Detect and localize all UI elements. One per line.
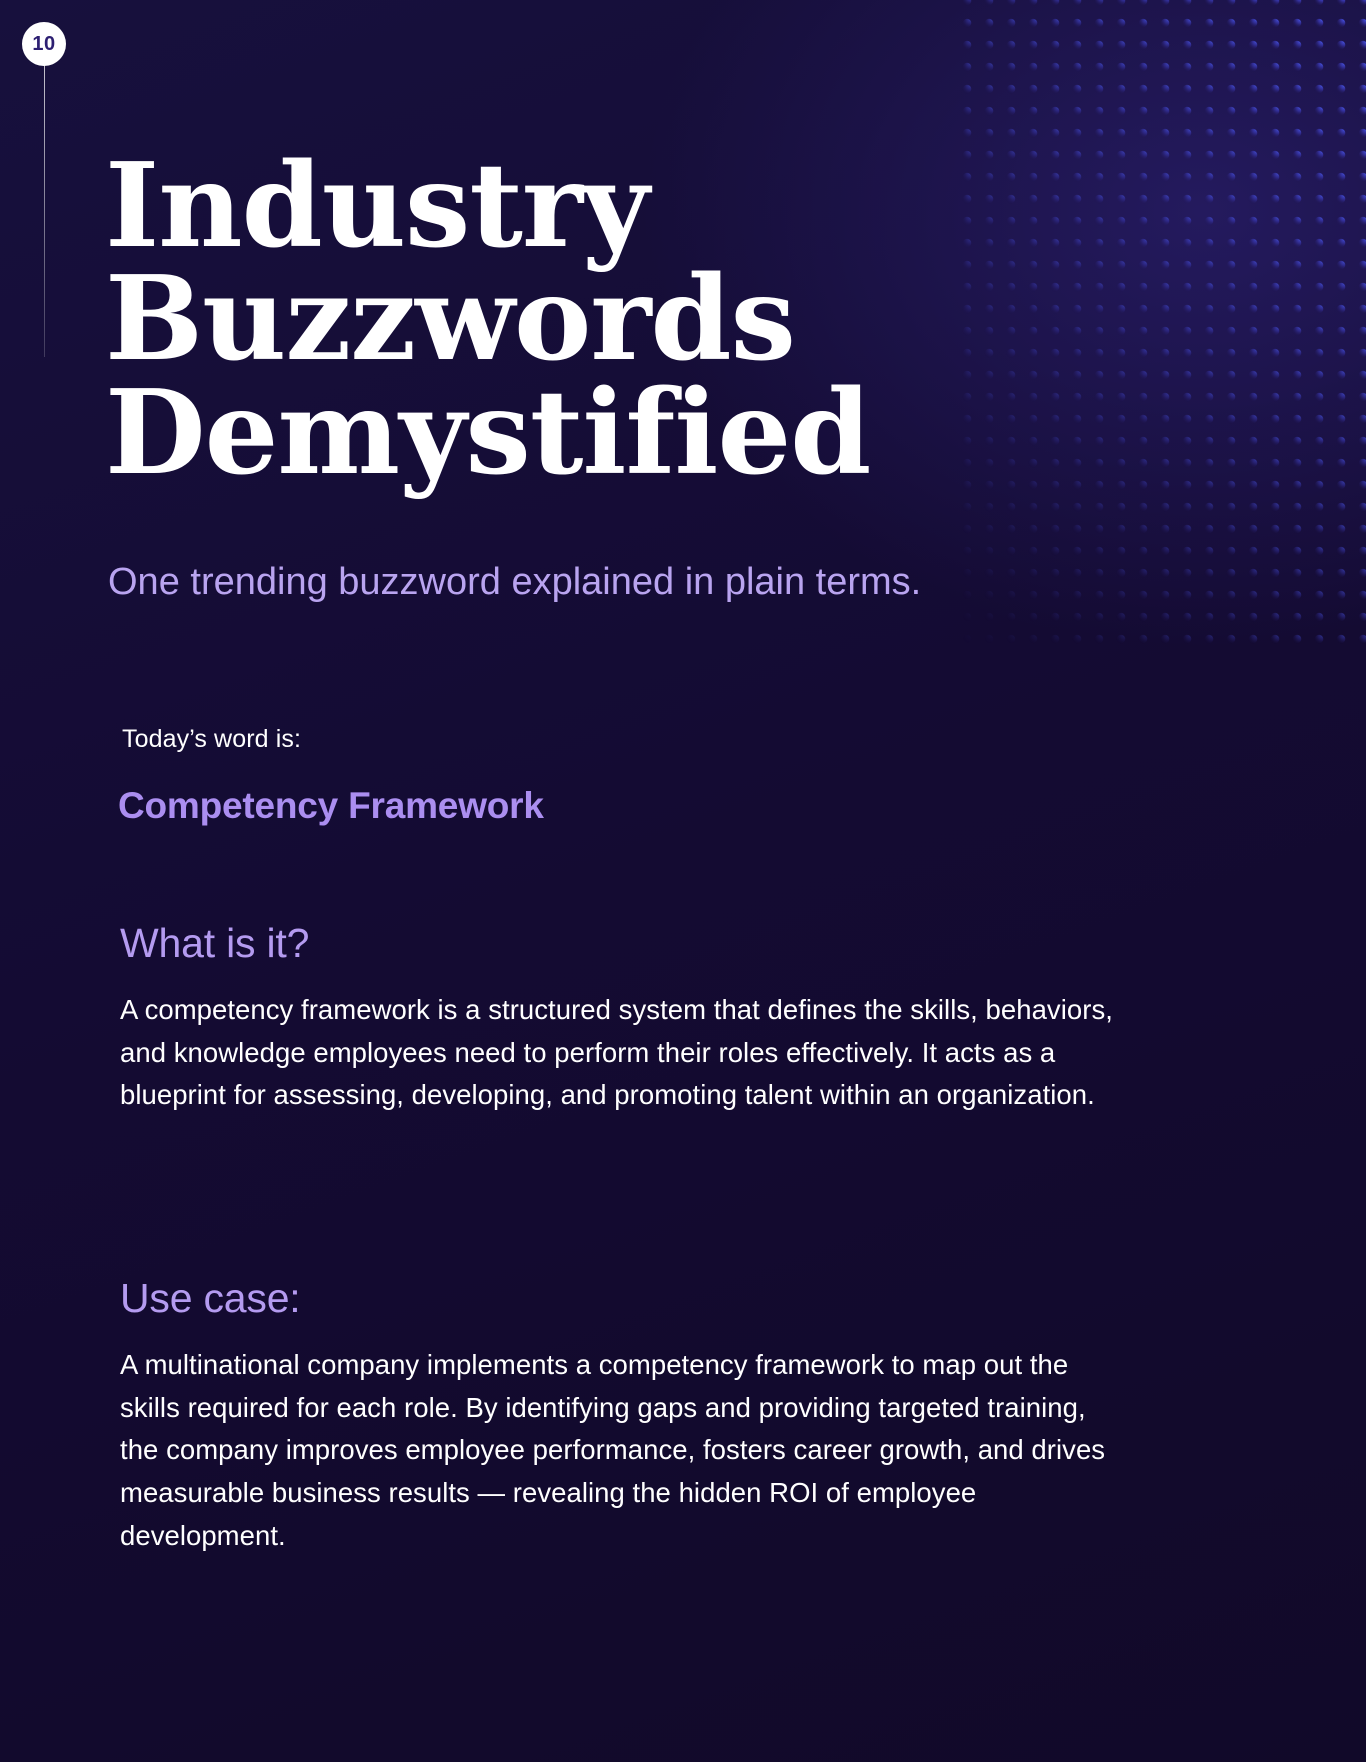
page-title-line-3: Demystified bbox=[105, 365, 871, 502]
section-what-is-it bbox=[120, 920, 1150, 1117]
section-use-case-heading: Use case: bbox=[120, 1275, 301, 1321]
section-use-case-body: A multinational company implements a competency framework to map out the skills required for each role. By identifying gaps and providing targeted training, the company improves employee performance, fosters career growth, and drives measurable business results — revealing the hidden ROI of employee development. bbox=[120, 1349, 1106, 1551]
todays-word-label: Today’s word is: bbox=[122, 725, 301, 753]
page-title-line-2: Buzzwords bbox=[105, 251, 795, 388]
page-title bbox=[105, 137, 985, 502]
page-number-badge: 10 bbox=[22, 22, 66, 66]
section-what-is-it-body: A competency framework is a structured system that defines the skills, behaviors, and knowledge employees need to perform their roles effectively. It acts as a blueprint for assessing, developing, and promoting talent within an organization. bbox=[120, 994, 1113, 1111]
section-use-case bbox=[120, 1275, 1150, 1557]
section-what-is-it-heading: What is it? bbox=[120, 920, 310, 966]
todays-word-term: Competency Framework bbox=[118, 785, 544, 826]
page-badge-line bbox=[44, 62, 46, 357]
halftone-dots-decoration bbox=[956, 0, 1366, 650]
page-subtitle: One trending buzzword explained in plain terms. bbox=[108, 561, 922, 603]
page-title-line-1: Industry bbox=[105, 137, 649, 274]
